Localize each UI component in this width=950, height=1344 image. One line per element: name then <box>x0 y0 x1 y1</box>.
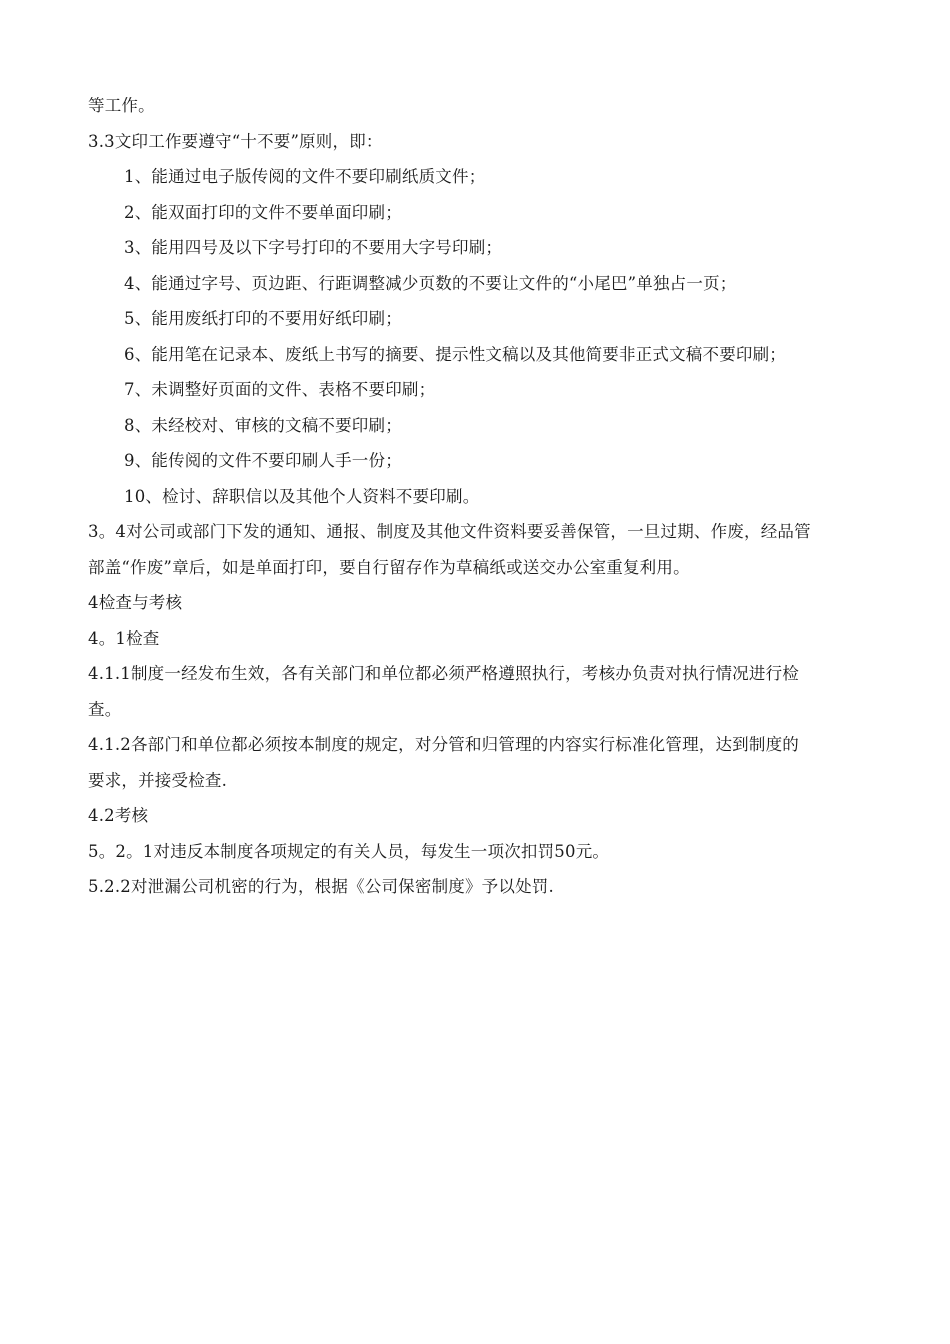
rule-item-2: 2、能双面打印的文件不要单面印刷； <box>124 202 402 222</box>
rule-item-5: 5、能用废纸打印的不要用好纸印刷； <box>124 309 402 328</box>
section-4-2-heading: 4.2考核 <box>88 806 149 825</box>
rule-item-7: 7、未调整好页面的文件、表格不要印刷； <box>124 380 436 399</box>
clause-4-1-2-line-2: 要求，并接受检查. <box>88 770 228 790</box>
clause-4-1-1-line-1: 4.1.1制度一经发布生效，各有关部门和单位都必须严格遵照执行，考核办负责对执行情况进行检 <box>88 664 799 683</box>
clause-5-2-2: 5.2.2对泄漏公司机密的行为，根据《公司保密制度》予以处罚. <box>88 877 554 896</box>
document-body <box>88 88 878 905</box>
rule-item-4: 4、能通过字号、页边距、行距调整减少页数的不要让文件的“小尾巴”单独占一页； <box>124 273 737 293</box>
rule-item-6: 6、能用笔在记录本、废纸上书写的摘要、提示性文稿以及其他简要非正式文稿不要印刷； <box>124 344 786 364</box>
rule-item-10: 10、检讨、辞职信以及其他个人资料不要印刷。 <box>124 486 480 506</box>
rule-item-8: 8、未经校对、审核的文稿不要印刷； <box>124 415 402 435</box>
rule-item-3: 3、能用四号及以下字号打印的不要用大字号印刷； <box>124 238 503 257</box>
section-4-heading: 4检查与考核 <box>88 593 183 612</box>
paragraph-continuation: 等工作。 <box>88 96 155 115</box>
clause-4-1-2-line-1: 4.1.2各部门和单位都必须按本制度的规定，对分管和归管理的内容实行标准化管理，达到制度的 <box>88 735 799 754</box>
rule-item-9: 9、能传阅的文件不要印刷人手一份； <box>124 451 402 470</box>
clause-4-1-1-line-2: 查。 <box>88 699 122 719</box>
rule-item-1: 1、能通过电子版传阅的文件不要印刷纸质文件； <box>124 167 486 186</box>
section-3-4-paragraph-line-1: 3。4对公司或部门下发的通知、通报、制度及其他文件资料要妥善保管，一旦过期、作废，经品管 <box>88 522 811 541</box>
clause-5-2-1: 5。2。1对违反本制度各项规定的有关人员，每发生一项次扣罚50元。 <box>88 841 610 861</box>
section-3-4-paragraph-line-2: 部盖“作废”章后，如是单面打印，要自行留存作为草稿纸或送交办公室重复利用。 <box>88 557 690 577</box>
section-4-1-heading: 4。1检查 <box>88 628 160 648</box>
section-3-3-heading: 3.3文印工作要遵守“十不要”原则，即： <box>88 131 383 151</box>
